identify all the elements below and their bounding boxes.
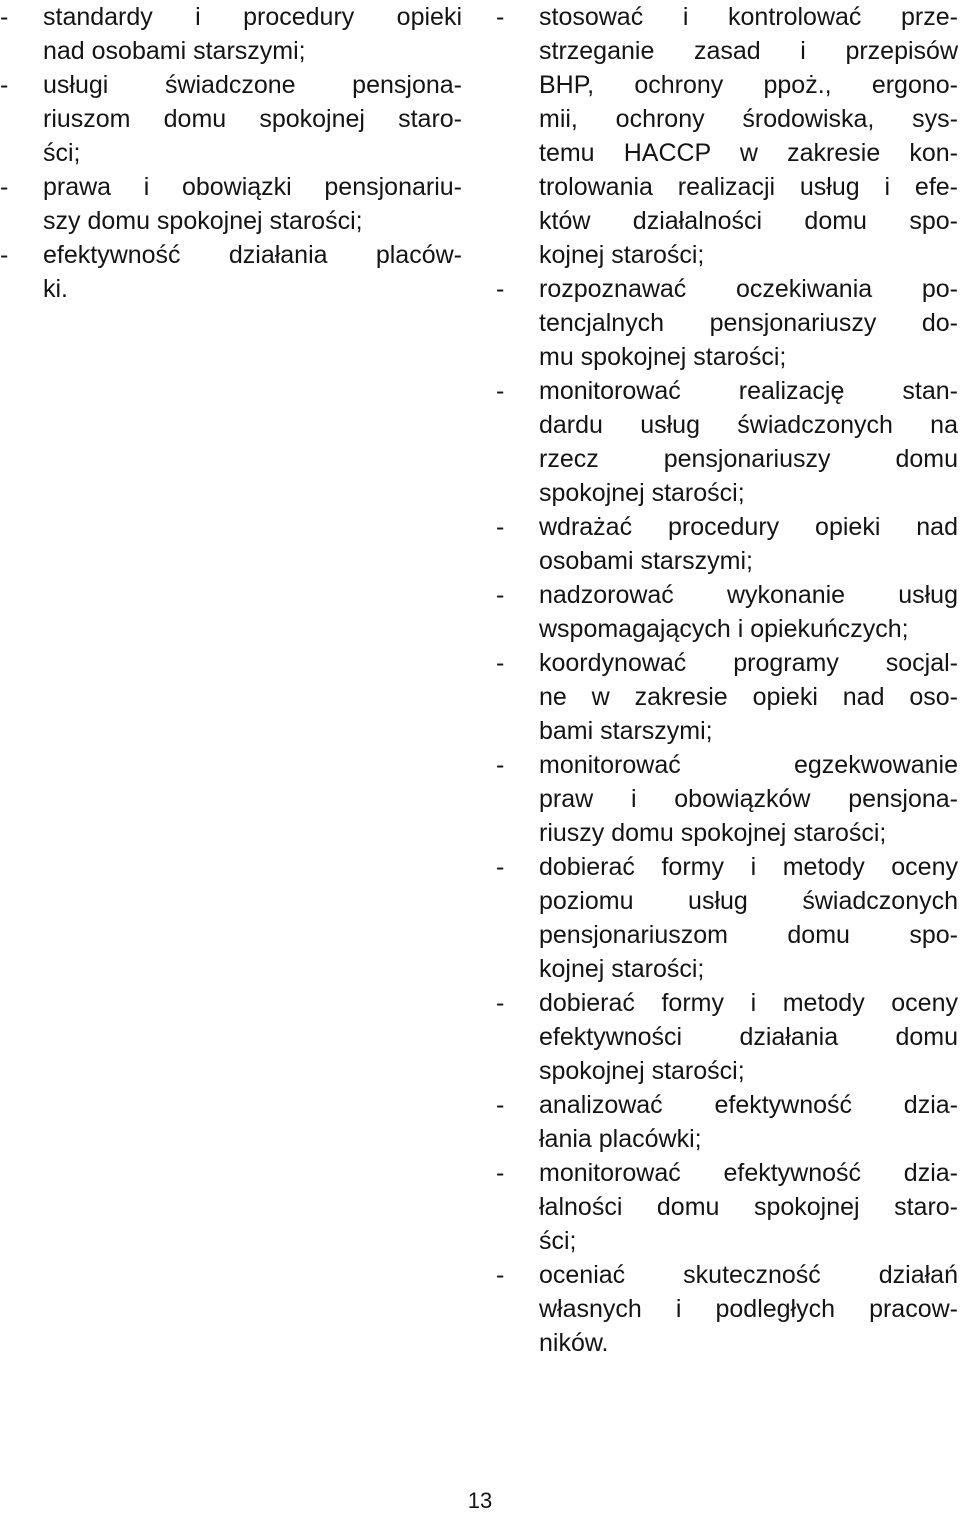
- text-line: dobierać formy i metody oceny: [539, 989, 958, 1017]
- list-item: [496, 646, 958, 748]
- list-dash: -: [496, 3, 505, 31]
- text-line: osobami starszymi;: [539, 547, 753, 575]
- text-line: dardu usług świadczonych na: [539, 411, 958, 439]
- text-line: któw działalności domu spo-: [539, 207, 958, 235]
- right-column: [496, 0, 958, 1360]
- text-line: tencjalnych pensjonariuszy do-: [539, 309, 958, 337]
- text-line: temu HACCP w zakresie kon-: [539, 139, 958, 167]
- list-dash: -: [496, 1261, 505, 1289]
- list-item: [496, 272, 958, 374]
- text-line: efektywności działania domu: [539, 1023, 958, 1051]
- list-dash: -: [0, 241, 9, 269]
- list-item: [496, 850, 958, 986]
- text-line: usługi świadczone pensjona-: [43, 71, 462, 99]
- text-line: szy domu spokojnej starości;: [43, 207, 363, 235]
- text-line: strzeganie zasad i przepisów: [539, 37, 958, 65]
- list-item: [496, 1258, 958, 1360]
- text-line: prawa i obowiązki pensjonariu-: [43, 173, 462, 201]
- text-line: wdrażać procedury opieki nad: [539, 513, 958, 541]
- list-item: [496, 1156, 958, 1258]
- text-line: ści;: [43, 139, 81, 167]
- text-line: monitorować realizację stan-: [539, 377, 958, 405]
- list-dash: -: [496, 1091, 505, 1119]
- list-dash: -: [496, 513, 505, 541]
- text-line: własnych i podległych pracow-: [539, 1295, 958, 1323]
- page-number: 13: [467, 1488, 493, 1513]
- text-line: wspomagających i opiekuńczych;: [539, 615, 909, 643]
- text-line: nad osobami starszymi;: [43, 37, 306, 65]
- list-item: [0, 0, 462, 68]
- list-item: [496, 0, 958, 272]
- list-item: [496, 748, 958, 850]
- list-item: [0, 68, 462, 170]
- text-line: dobierać formy i metody oceny: [539, 853, 958, 881]
- list-dash: -: [496, 1159, 505, 1187]
- list-dash: -: [496, 377, 505, 405]
- text-line: poziomu usług świadczonych: [539, 887, 958, 915]
- text-line: trolowania realizacji usług i efe-: [539, 173, 958, 201]
- list-item: [496, 578, 958, 646]
- text-line: monitorować efektywność dzia-: [539, 1159, 958, 1187]
- text-line: koordynować programy socjal-: [539, 649, 958, 677]
- list-dash: -: [0, 71, 9, 99]
- text-line: kojnej starości;: [539, 955, 705, 983]
- text-line: oceniać skuteczność działań: [539, 1261, 958, 1289]
- text-line: pensjonariuszom domu spo-: [539, 921, 958, 949]
- text-line: efektywność działania placów-: [43, 241, 462, 269]
- text-line: spokojnej starości;: [539, 479, 745, 507]
- text-line: analizować efektywność dzia-: [539, 1091, 958, 1119]
- text-line: ne w zakresie opieki nad oso-: [539, 683, 958, 711]
- text-line: riuszy domu spokojnej starości;: [539, 819, 887, 847]
- text-line: ników.: [539, 1329, 609, 1357]
- list-dash: -: [496, 581, 505, 609]
- text-line: praw i obowiązków pensjona-: [539, 785, 958, 813]
- list-dash: -: [0, 3, 9, 31]
- list-item: [496, 1088, 958, 1156]
- list-dash: -: [496, 275, 505, 303]
- text-line: rozpoznawać oczekiwania po-: [539, 275, 958, 303]
- list-dash: -: [496, 989, 505, 1017]
- text-line: bami starszymi;: [539, 717, 713, 745]
- text-line: mu spokojnej starości;: [539, 343, 787, 371]
- text-line: kojnej starości;: [539, 241, 705, 269]
- text-line: rzecz pensjonariuszy domu: [539, 445, 958, 473]
- text-line: łalności domu spokojnej staro-: [539, 1193, 958, 1221]
- list-item: [0, 238, 462, 306]
- list-dash: -: [0, 173, 9, 201]
- text-line: łania placówki;: [539, 1125, 702, 1153]
- list-dash: -: [496, 751, 505, 779]
- text-line: standardy i procedury opieki: [43, 3, 462, 31]
- text-line: nadzorować wykonanie usług: [539, 581, 958, 609]
- text-line: BHP, ochrony ppoż., ergono-: [539, 71, 958, 99]
- list-item: [0, 170, 462, 238]
- text-line: spokojnej starości;: [539, 1057, 745, 1085]
- left-column: [0, 0, 462, 306]
- list-dash: -: [496, 649, 505, 677]
- text-line: riuszom domu spokojnej staro-: [43, 105, 462, 133]
- list-item: [496, 374, 958, 510]
- list-item: [496, 986, 958, 1088]
- text-line: ści;: [539, 1227, 577, 1255]
- list-item: [496, 510, 958, 578]
- list-dash: -: [496, 853, 505, 881]
- text-line: monitorować egzekwowanie: [539, 751, 958, 779]
- text-line: mii, ochrony środowiska, sys-: [539, 105, 958, 133]
- text-line: ki.: [43, 275, 68, 303]
- text-line: stosować i kontrolować prze-: [539, 3, 958, 31]
